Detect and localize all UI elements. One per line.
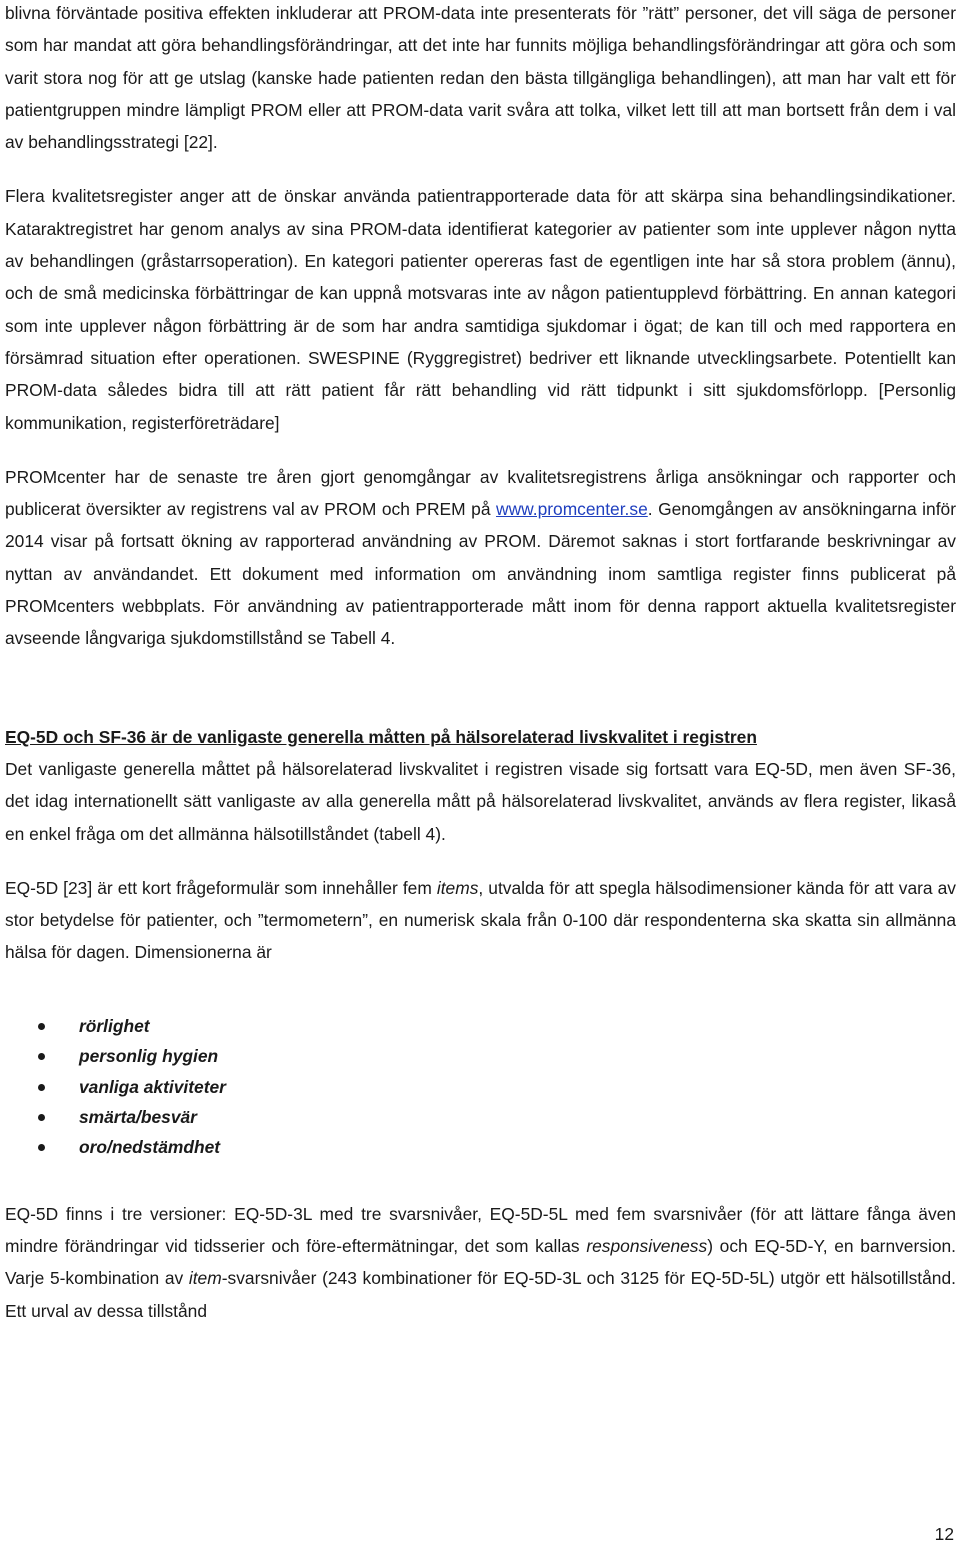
bullet-icon xyxy=(38,1023,45,1030)
paragraph-text: PROMcenter har de senaste tre åren gjort genomgångar av kvalitetsregistrens årliga ansökningar och rapporter och publicerat översikter av registrens val av PROM och PREM på xyxy=(5,466,956,520)
list-item-label: smärta/besvär xyxy=(79,1106,197,1127)
paragraph-promcenter xyxy=(5,461,956,655)
bullet-icon xyxy=(38,1114,45,1121)
paragraph-text: , utvalda för att spegla hälsodimensioner kända för att vara av stor betydelse för patienter, och ”termometern”, en numerisk skala från 0-100 där respondenterna ska skatta sin allmänna hälsa för dagen. Dimensionerna är xyxy=(5,877,956,963)
list-item-label: rörlighet xyxy=(79,1015,150,1036)
paragraph-text: . Genomgången av ansökningarna inför 2014 visar på fortsatt ökning av rapporterad användning av PROM. Däremot saknas i stort fortfarande beskrivningar av nyttan av användandet. Ett dokument med information om användning inom samtliga register finns publicerat på PROMcenters webbplats. För användning av patientrapporterade mått inom för denna rapport aktuella kvalitetsregister avseende långvariga sjukdomstillstånd se Tabell 4. xyxy=(5,499,956,649)
emphasis-item: item xyxy=(188,1268,222,1289)
list-item xyxy=(5,1072,956,1102)
emphasis-items: items xyxy=(436,877,479,898)
bullet-icon xyxy=(38,1144,45,1151)
paragraph-eq5d-versions xyxy=(5,1198,956,1327)
list-item-label: oro/nedstämdhet xyxy=(79,1137,221,1158)
list-item xyxy=(5,1132,956,1162)
paragraph-text: Flera kvalitetsregister anger att de önskar använda patientrapporterade data för att skärpa sina behandlingsindikationer. Kataraktregistret har genom analys av sina PROM-data identifierat kategorier av patienter som inte upplever någon nytta av behandlingen (gråstarrsoperation). En kategori patienter opereras fast de egentligen inte har så stora problem (ännu), och de små medicinska förbättringar de kan uppnå motsvaras inte av någon patientupplevd förbättring. En annan kategori som inte upplever någon förbättring är de som har andra samtidiga sjukdomar i ögat; de kan till och med rapportera en försämrad situation efter operationen. SWESPINE (Ryggregistret) bedriver ett liknande utvecklingsarbete. Potentiellt kan PROM-data således bidra till att rätt patient får rätt behandling vid rätt tidpunkt i sitt sjukdomsförlopp. [Personlig kommunikation, registerföreträdare] xyxy=(5,186,956,433)
document-page xyxy=(5,0,956,1327)
list-item xyxy=(5,1102,956,1132)
paragraph-text: Det vanligaste generella måttet på hälsorelaterad livskvalitet i registren visade sig fortsatt vara EQ-5D, men även SF-36, det idag internationellt sätt vanligaste av alla generella mått på hälsorelaterad livskvalitet, används av flera register, likaså en enkel fråga om det allmänna hälsotillståndet (tabell 4). xyxy=(5,758,956,844)
paragraph-generic-measures xyxy=(5,753,956,850)
list-item-label: personlig hygien xyxy=(79,1046,219,1067)
bullet-icon xyxy=(38,1084,45,1091)
section-heading: EQ-5D och SF-36 är de vanligaste generella måtten på hälsorelaterad livskvalitet i registren xyxy=(5,726,757,747)
list-item xyxy=(5,1011,956,1041)
paragraph-text: ) och EQ-5D-Y, en barnversion. Varje 5-kombination av xyxy=(5,1236,957,1289)
promcenter-link[interactable]: www.promcenter.se xyxy=(496,499,648,520)
paragraph-text: EQ-5D finns i tre versioner: EQ-5D-3L med tre svarsnivåer, EQ-5D-5L med fem svarsnivåer (för att lättare fånga även mindre förändringar vid tidsserier och före-eftermätningar, det som kallas xyxy=(5,1203,956,1257)
paragraph-prom-effects xyxy=(5,0,956,158)
paragraph-text: EQ-5D [23] är ett kort frågeformulär som innehåller fem xyxy=(5,877,437,898)
list-item xyxy=(5,1041,956,1071)
bullet-icon xyxy=(38,1053,45,1060)
page-number: 12 xyxy=(934,1524,954,1544)
list-item-label: vanliga aktiviteter xyxy=(79,1076,226,1097)
paragraph-text: -svarsnivåer (243 kombinationer för EQ-5D-3L och 3125 för EQ-5D-5L) utgör ett hälsotillstånd. Ett urval av dessa tillstånd xyxy=(5,1268,956,1321)
emphasis-responsiveness: responsiveness xyxy=(586,1236,708,1257)
paragraph-quality-registers xyxy=(5,180,956,438)
dimensions-list xyxy=(5,1011,956,1163)
paragraph-eq5d xyxy=(5,872,956,969)
paragraph-text: blivna förväntade positiva effekten inkluderar att PROM-data inte presenterats för ”rätt” personer, det vill säga de personer som har mandat att göra behandlingsförändringar, att det inte har funnits möjliga behandlingsförändringar att göra och som varit stora nog för att ge utslag (kanske hade patienten redan den bästa tillgängliga behandlingen), att man har valt ett för patientgruppen mindre lämpligt PROM eller att PROM-data varit svåra att tolka, vilket lett till att man bortsett från dem i val av behandlingsstrategi [22]. xyxy=(5,3,956,153)
